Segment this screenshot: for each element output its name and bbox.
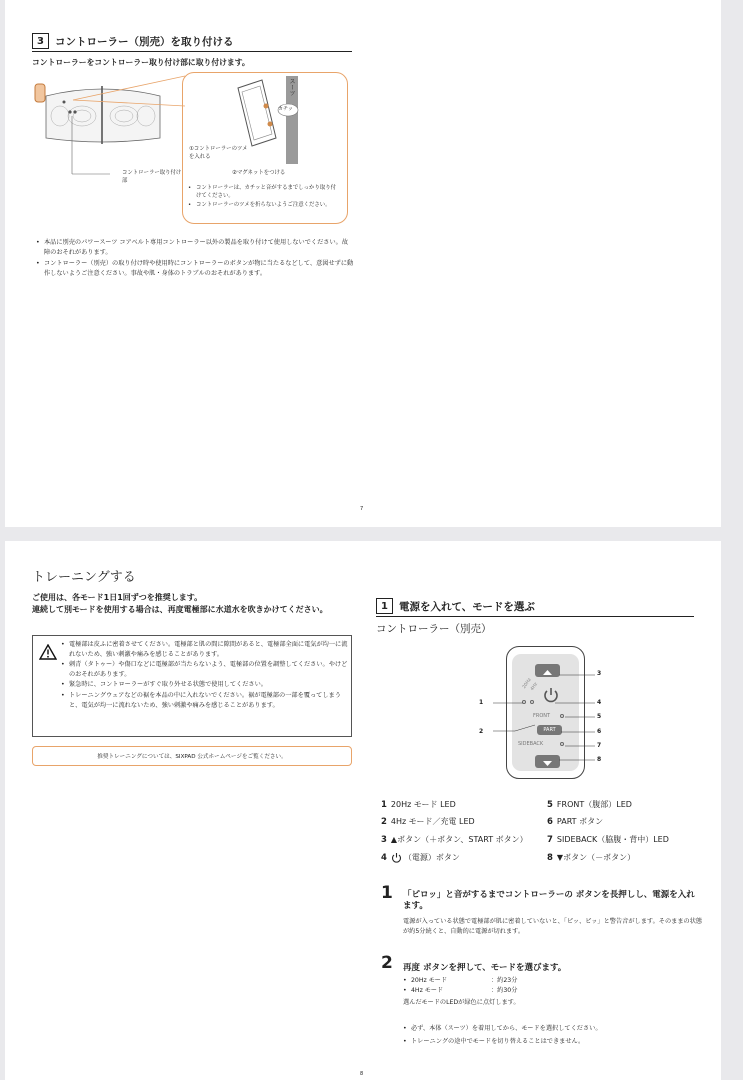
front-label: FRONT — [533, 713, 551, 719]
led-4hz-label: 4Hz — [530, 681, 540, 692]
callout-6: 6 — [597, 728, 602, 735]
section-header — [32, 31, 352, 52]
page-number: 7 — [360, 506, 364, 512]
section-title: コントローラー（別売）を取り付ける — [55, 35, 234, 48]
callout-connector — [65, 70, 195, 110]
callout-4: 4 — [597, 699, 602, 706]
page-8 — [5, 541, 721, 1080]
mode-item: • 20Hz モード ：約23分 — [403, 976, 603, 986]
legend-item: 6 PART ボタン — [547, 816, 604, 827]
note-item: • 本品に別売のパワースーツ コアベルト専用コントローラー以外の製品を取り付けて使用しないでください。故障のおそれがあります。 — [36, 238, 354, 257]
step-1-title: 「ピロッ」と音がするまでコントローラーの ボタンを長押しし、電源を入れます。 — [403, 890, 695, 912]
section-number: 1 — [376, 598, 393, 614]
callout-2: 2 — [479, 728, 484, 735]
lead-line: 連続して別モードを使用する場合は、再度電極部に水道水を吹きかけてください。 — [32, 604, 328, 614]
page-heading: トレーニングする — [32, 570, 136, 585]
callout-note: • コントローラーは、カチッと音がするまでしっかり取り付けてください。 — [188, 184, 340, 201]
callout-5: 5 — [597, 713, 602, 720]
warning-item: • 緊急時に、コントローラーがすぐ取り外せる状態で使用してください。 — [61, 680, 349, 690]
lead-line: ご使用は、各モード1日1回ずつを推奨します。 — [32, 593, 203, 602]
section-header — [376, 596, 694, 617]
final-note: • 必ず、本体（スーツ）を着用してから、モードを選択してください。 — [403, 1024, 703, 1034]
step-1-number: 1 — [381, 883, 393, 903]
legend-item: 7 SIDEBACK（脇腹・背中）LED — [547, 834, 669, 845]
power-icon — [391, 852, 402, 863]
attach-label: コントローラー取り付け部 — [122, 170, 182, 185]
click-label: カチッ — [278, 106, 293, 112]
legend-item: 2 4Hz モード／充電 LED — [381, 816, 475, 827]
step-2-title: 再度 ボタンを押して、モードを選びます。 — [403, 963, 567, 973]
lead-text — [32, 592, 352, 615]
step2-label: ②マグネットをつける — [232, 170, 286, 176]
note-item: • コントローラー（別売）の取り付け時や使用時にコントローラーのボタンが物に当たるなどして、意図せずに動作しないようご注意ください。事故や肌・身体のトラブルのおそれがあります。 — [36, 259, 354, 278]
callout-note: • コントローラーのツメを折らないようご注意ください。 — [188, 201, 340, 209]
step-2-body: 選んだモードのLEDが緑色に点灯します。 — [403, 999, 520, 1006]
recommend-note: 推奨トレーニングについては、SIXPAD 公式ホームページをご覧ください。 — [32, 746, 352, 766]
mode-list — [403, 976, 603, 995]
legend-item: 1 20Hz モード LED — [381, 799, 456, 810]
page-7 — [5, 0, 721, 527]
page-number: 8 — [360, 1071, 364, 1077]
callout-notes — [188, 184, 340, 209]
final-note: • トレーニングの途中でモードを切り替えることはできません。 — [403, 1037, 703, 1047]
warning-item: • トレーニングウェアなどの裾を本品の中に入れないでください。裾が電極部の一部を覆ってしまうと、電気が均一に流れないため、強い刺激や痛みを感じることがあります。 — [61, 691, 349, 710]
instruction: コントローラーをコントローラー取り付け部に取り付けます。 — [32, 58, 250, 67]
legend-item: 3 ▲ボタン（＋ボタン、START ボタン） — [381, 834, 528, 845]
callout-leaders — [475, 646, 615, 781]
legend-item: 8 ▼ボタン（－ボタン） — [547, 852, 636, 863]
notes-list — [36, 238, 354, 278]
warning-icon — [39, 644, 57, 660]
callout-7: 7 — [597, 742, 602, 749]
callout-1: 1 — [479, 699, 484, 706]
step-2-number: 2 — [381, 953, 393, 973]
step1-label: ①コントローラーのツメを入れる — [189, 146, 248, 161]
final-notes — [403, 1024, 703, 1046]
warning-box — [32, 635, 352, 737]
warning-list — [61, 640, 349, 710]
warning-item: • 電極部は皮ふに密着させてください。電極部と肌の間に隙間があると、電極部全面に電気が均一に流れないため、強い刺激や痛みを感じることがあります。 — [61, 640, 349, 659]
part-button[interactable]: PART — [537, 725, 562, 735]
led-20hz-label: 20Hz — [522, 677, 533, 690]
section-title: 電源を入れて、モードを選ぶ — [399, 600, 535, 613]
step-1-body: 電源が入っている状態で電極部が肌に密着していないと、「ピッ、ピッ」と警告音がします。そのままの状態が約5分続くと、自動的に電源が切れます。 — [403, 918, 703, 935]
suit-label: スーツ — [288, 78, 295, 96]
legend-item: 5 FRONT（腹部）LED — [547, 799, 632, 810]
sideback-label: SIDEBACK — [518, 741, 544, 747]
legend-item: 4 （電源）ボタン — [381, 852, 460, 863]
callout-3: 3 — [597, 670, 602, 677]
callout-8: 8 — [597, 756, 602, 763]
section-number: 3 — [32, 33, 49, 49]
warning-item: • 刺青（タトゥー）や傷口などに電極部が当たらないよう、電極部の位置を調整してください。やけどのおそれがあります。 — [61, 660, 349, 679]
controller-title: コントローラー（別売） — [376, 623, 492, 635]
mode-item: • 4Hz モード ：約30分 — [403, 986, 603, 996]
